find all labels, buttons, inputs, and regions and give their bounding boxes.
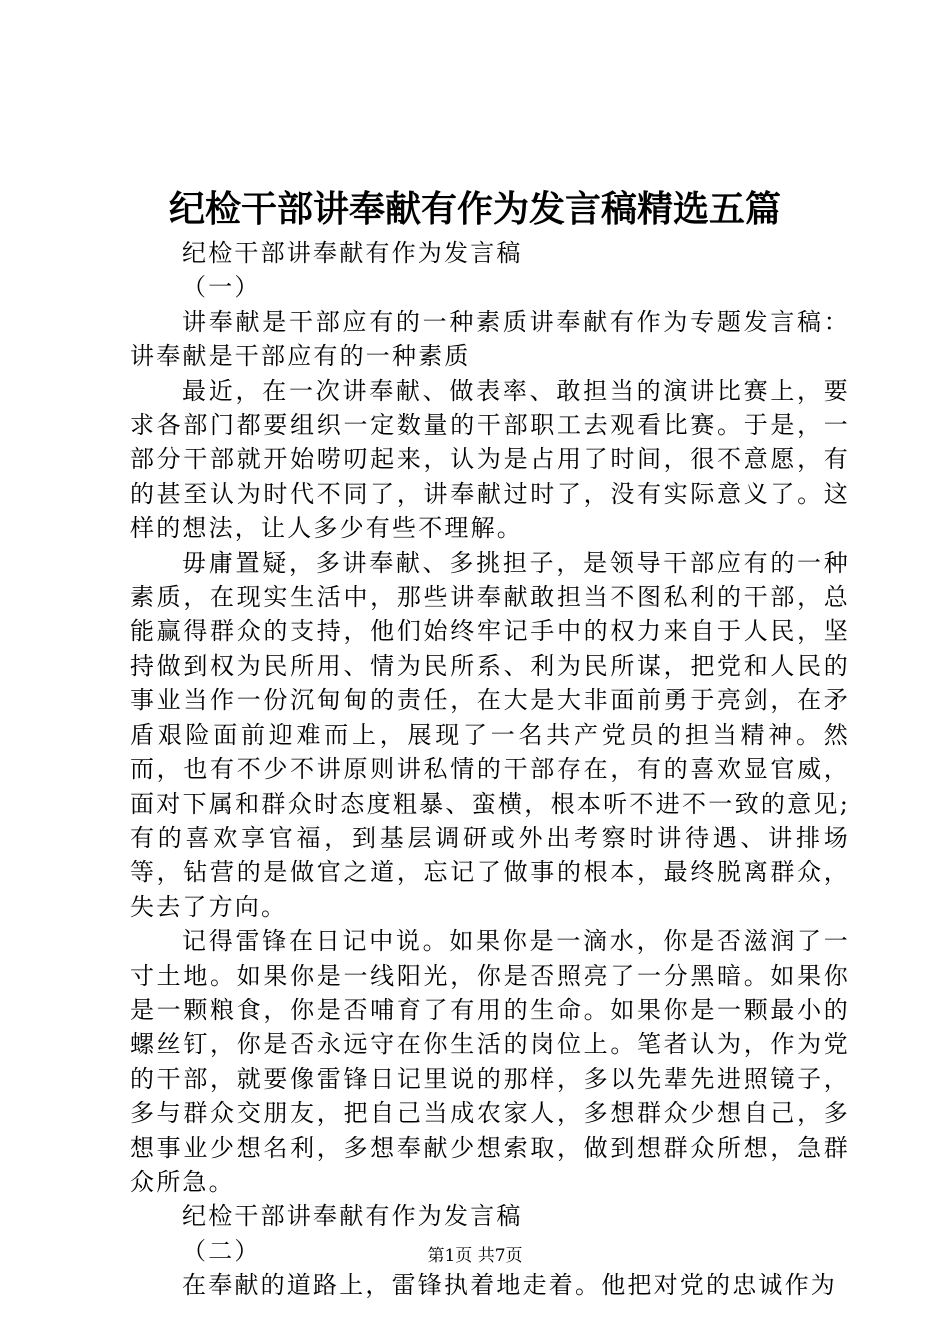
section-heading-2: 纪检干部讲奉献有作为发言稿: [182, 1202, 523, 1231]
document-body: [130, 236, 850, 1303]
section-number-1: （一）: [182, 273, 261, 302]
paragraph-3: 毋庸置疑，多讲奉献、多挑担子，是领导干部应有的一种素质，在现实生活中，那些讲奉献敢担当不图私利的干部，总能赢得群众的支持，他们始终牢记手中的权力来自于人民，坚持做到权为民所用、情为民所系、利为民所谋，把党和人民的事业当作一份沉甸甸的责任，在大是大非面前勇于亮剑，在矛盾艰险面前迎难而上，展现了一名共产党员的担当精神。然而，也有不少不讲原则讲私情的干部存在，有的喜欢显官威，面对下属和群众时态度粗暴、蛮横，根本听不进不一致的意见;有的喜欢享官福，到基层调研或外出考察时讲待遇、讲排场等，钻营的是做官之道，忘记了做事的根本，最终脱离群众，失去了方向。: [130, 548, 850, 921]
document-title: 纪检干部讲奉献有作为发言稿精选五篇: [168, 188, 781, 230]
section-heading-1: 纪检干部讲奉献有作为发言稿: [182, 239, 523, 267]
paragraph-1: 讲奉献是干部应有的一种素质讲奉献有作为专题发言稿：讲奉献是干部应有的一种素质: [130, 307, 850, 371]
paragraph-4: 记得雷锋在日记中说。如果你是一滴水，你是否滋润了一寸土地。如果你是一线阳光，你是否照亮了一分黑暗。如果你是一颗粮食，你是否哺育了有用的生命。如果你是一颗最小的螺丝钉，你是否永远守在你生活的岗位上。笔者认为，作为党的干部，就要像雷锋日记里说的那样，多以先辈先进照镜子，多与群众交朋友，把自己当成农家人，多想群众少想自己，多想事业少想名利，多想奉献少想索取，做到想群众所想，急群众所急。: [130, 927, 850, 1196]
paragraph-2: 最近，在一次讲奉献、做表率、敢担当的演讲比赛上，要求各部门都要组织一定数量的干部职工去观看比赛。于是，一部分干部就开始唠叨起来，认为是占用了时间，很不意愿，有的甚至认为时代不同了，讲奉献过时了，没有实际意义了。这样的想法，让人多少有些不理解。: [130, 376, 850, 543]
paragraph-5: 在奉献的道路上，雷锋执着地走着。他把对党的忠诚作为: [182, 1271, 837, 1300]
section-number-2: （二）: [182, 1236, 261, 1265]
page-footer: 第1页 共7页: [427, 1246, 523, 1266]
